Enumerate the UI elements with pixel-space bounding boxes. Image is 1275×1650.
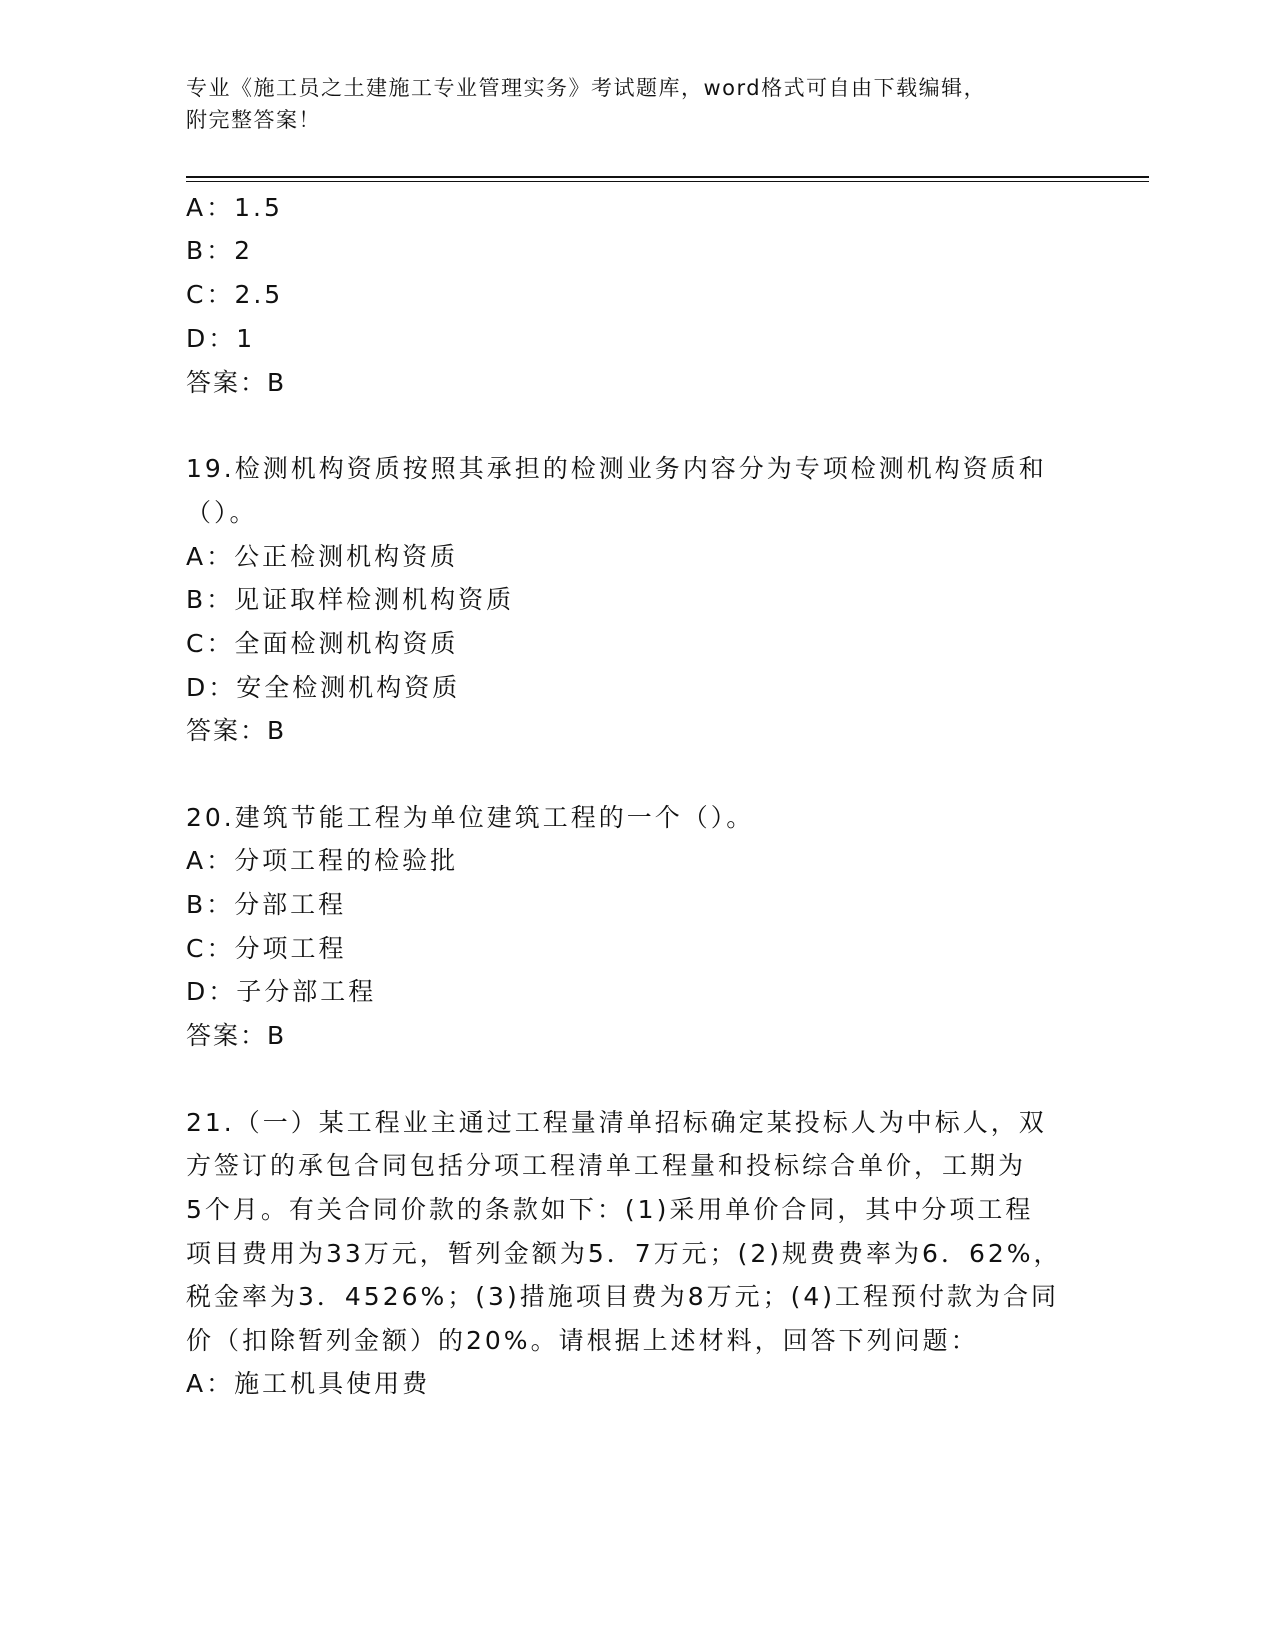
q21-stem-line-6: 价（扣除暂列金额）的20%。请根据上述材料，回答下列问题： [186, 1326, 979, 1355]
q19-stem-line-1: 19.检测机构资质按照其承担的检测业务内容分为专项检测机构资质和 [186, 454, 1047, 483]
q19-option-c: C：全面检测机构资质 [186, 629, 459, 658]
document-header [186, 72, 1066, 136]
q19-option-a: A：公正检测机构资质 [186, 542, 459, 571]
q18-answer: 答案：B [186, 368, 287, 397]
q19-option-d: D：安全检测机构资质 [186, 673, 461, 702]
q20-stem-line-1: 20.建筑节能工程为单位建筑工程的一个（）。 [186, 803, 755, 832]
q19-stem-line-2: （）。 [186, 498, 258, 527]
header-line-1: 专业《施工员之土建施工专业管理实务》考试题库，word格式可自由下载编辑， [186, 76, 987, 100]
q20-answer: 答案：B [186, 1021, 287, 1050]
q18-option-b: B：2 [186, 236, 254, 265]
q18-option-d: D：1 [186, 324, 256, 353]
q18-option-a: A：1.5 [186, 193, 283, 222]
q21-stem-line-2: 方签订的承包合同包括分项工程清单工程量和投标综合单价，工期为 [186, 1151, 1027, 1180]
q20-option-b: B：分部工程 [186, 890, 347, 919]
q21-stem-line-5: 税金率为3．4526%；(3)措施项目费为8万元；(4)工程预付款为合同 [186, 1282, 1060, 1311]
header-rule-thick [186, 176, 1149, 178]
q18-option-c: C：2.5 [186, 280, 284, 309]
header-rule-thin [186, 181, 1149, 182]
header-line-2: 附完整答案！ [186, 108, 321, 132]
q20-option-d: D：子分部工程 [186, 977, 377, 1006]
q19-option-b: B：见证取样检测机构资质 [186, 585, 515, 614]
q21-stem-line-1: 21.（一）某工程业主通过工程量清单招标确定某投标人为中标人，双 [186, 1108, 1047, 1137]
q21-option-a: A：施工机具使用费 [186, 1369, 431, 1398]
q21-stem-line-3: 5个月。有关合同价款的条款如下：(1)采用单价合同，其中分项工程 [186, 1195, 1034, 1224]
q20-option-c: C：分项工程 [186, 934, 347, 963]
q20-option-a: A：分项工程的检验批 [186, 846, 459, 875]
q19-answer: 答案：B [186, 716, 287, 745]
q21-stem-line-4: 项目费用为33万元，暂列金额为5．7万元；(2)规费费率为6．62%， [186, 1239, 1062, 1268]
